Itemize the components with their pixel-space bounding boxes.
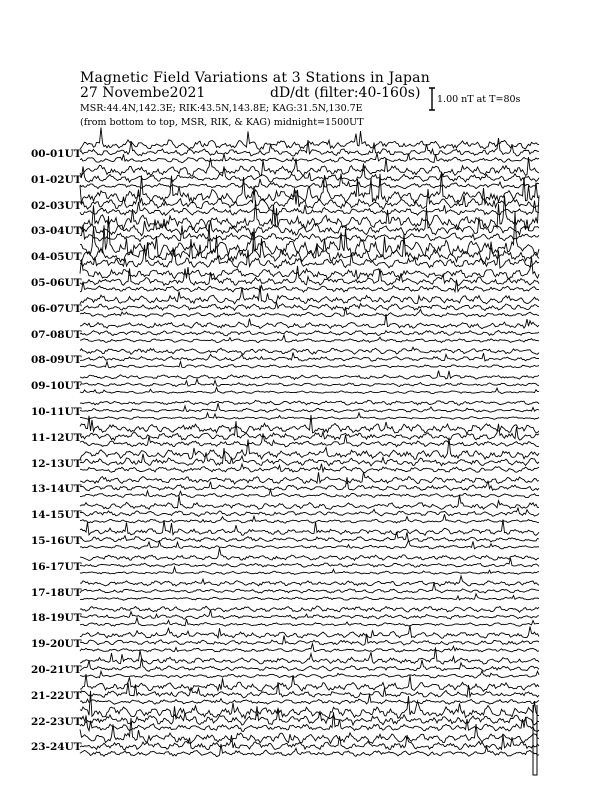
trace-kag-20-21UT	[80, 647, 539, 664]
trace-kag-05-06UT	[80, 257, 539, 279]
hour-label: 18-19UT	[31, 612, 82, 625]
trace-rik-10-11UT	[80, 403, 539, 412]
trace-rik-17-18UT	[80, 583, 539, 593]
trace-msr-19-20UT	[80, 643, 539, 652]
hour-label: 14-15UT	[31, 509, 82, 522]
trace-kag-14-15UT	[80, 496, 539, 510]
trace-kag-17-18UT	[80, 576, 539, 586]
date-label: 27 Novembe2021	[80, 85, 206, 101]
trace-kag-00-01UT	[80, 128, 539, 150]
hour-label: 22-23UT	[31, 715, 82, 728]
trace-rik-07-08UT	[80, 331, 539, 336]
hour-label: 06-07UT	[31, 302, 82, 315]
trace-rik-15-16UT	[80, 532, 539, 542]
trace-rik-09-10UT	[80, 379, 539, 387]
station-coordinates: MSR:44.4N,142.3E; RIK:43.5N,143.8E; KAG:31.5N,130.7E	[80, 103, 363, 114]
trace-kag-12-13UT	[80, 438, 539, 460]
hour-label: 23-24UT	[31, 741, 82, 754]
trace-msr-13-14UT	[80, 490, 539, 498]
trace-rik-06-07UT	[80, 302, 539, 310]
hour-label: 01-02UT	[31, 173, 82, 186]
trace-kag-18-19UT	[80, 606, 539, 612]
trace-kag-16-17UT	[80, 548, 539, 561]
trace-kag-08-09UT	[80, 347, 539, 354]
trace-msr-20-21UT	[80, 671, 539, 678]
trace-kag-07-08UT	[80, 314, 539, 329]
hour-label: 08-09UT	[31, 354, 82, 367]
hour-label: 05-06UT	[31, 277, 82, 289]
trace-rik-22-23UT	[80, 706, 539, 725]
trace-rik-04-05UT	[80, 228, 539, 263]
trace-msr-16-17UT	[80, 567, 539, 574]
hour-label: 03-04UT	[31, 225, 82, 238]
hour-label: 11-12UT	[31, 431, 82, 444]
hour-label: 07-08UT	[31, 328, 82, 341]
hour-label: 15-16UT	[31, 535, 82, 547]
trace-rik-12-13UT	[80, 448, 539, 466]
filter-label: dD/dt (filter:40-160s)	[270, 85, 421, 101]
hour-label: 02-03UT	[31, 199, 82, 212]
hour-label: 19-20UT	[31, 638, 82, 651]
scale-bar	[429, 88, 435, 110]
trace-kag-13-14UT	[80, 472, 539, 484]
trace-kag-23-24UT	[80, 718, 539, 743]
trace-rik-00-01UT	[80, 138, 539, 156]
trace-rik-16-17UT	[80, 558, 539, 567]
trace-msr-23-24UT	[80, 744, 539, 757]
trace-msr-07-08UT	[80, 335, 539, 343]
trace-msr-18-19UT	[80, 618, 539, 627]
trace-msr-14-15UT	[80, 514, 539, 523]
trace-msr-09-10UT	[80, 387, 539, 393]
hour-label: 09-10UT	[31, 380, 82, 393]
trace-msr-02-03UT	[80, 201, 539, 216]
hour-label: 04-05UT	[31, 251, 82, 264]
trace-msr-22-23UT	[80, 712, 539, 731]
trace-msr-10-11UT	[80, 413, 539, 420]
trace-kag-04-05UT	[80, 212, 539, 257]
hour-label: 10-11UT	[31, 406, 82, 418]
trace-kag-19-20UT	[80, 625, 539, 638]
station-order-note: (from bottom to top, MSR, RIK, & KAG) midnight=1500UT	[80, 117, 364, 128]
hour-label: 13-14UT	[31, 483, 82, 496]
chart-title: Magnetic Field Variations at 3 Stations in Japan	[80, 70, 430, 86]
trace-rik-08-09UT	[80, 353, 539, 362]
trace-msr-08-09UT	[80, 362, 539, 368]
large-spike-trace	[533, 705, 537, 775]
trace-msr-15-16UT	[80, 540, 539, 549]
hour-label: 17-18UT	[31, 586, 82, 599]
hour-label: 21-22UT	[31, 689, 82, 702]
trace-rik-20-21UT	[80, 659, 539, 672]
scale-bar-label: 1.00 nT at T=80s	[437, 94, 521, 105]
hour-label: 16-17UT	[31, 560, 82, 573]
hour-label: 12-13UT	[31, 457, 82, 470]
hour-label: 20-21UT	[31, 664, 82, 676]
trace-kag-09-10UT	[80, 371, 539, 380]
hour-label: 00-01UT	[31, 148, 82, 160]
trace-kag-10-11UT	[80, 400, 539, 405]
trace-msr-17-18UT	[80, 594, 539, 600]
